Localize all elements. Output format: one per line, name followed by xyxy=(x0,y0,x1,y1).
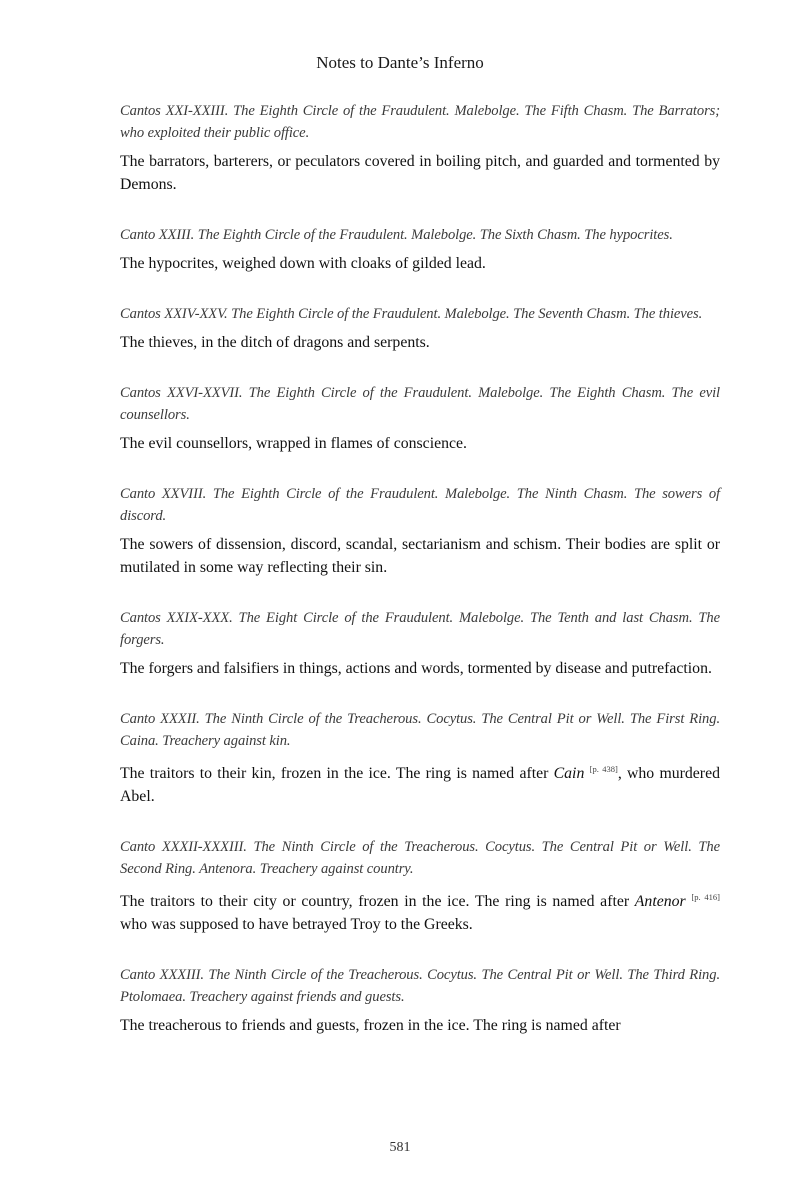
description-text: The traitors to their kin, frozen in the ice. The ring is named after xyxy=(120,765,554,782)
canto-heading: Canto XXVIII. The Eighth Circle of the Fraudulent. Malebolge. The Ninth Chasm. The sowers of discord. xyxy=(120,486,720,524)
note-entry xyxy=(120,964,720,1037)
description-text: , who murdered Abel. xyxy=(120,765,720,805)
canto-description: The treacherous to friends and guests, frozen in the ice. The ring is named after xyxy=(120,1017,621,1034)
note-entry xyxy=(120,607,720,680)
note-entry xyxy=(120,100,720,196)
canto-description: The barrators, barterers, or peculators covered in boiling pitch, and guarded and tormented by Demons. xyxy=(120,153,720,193)
canto-heading: Cantos XXVI-XXVII. The Eighth Circle of the Fraudulent. Malebolge. The Eighth Chasm. The evil counsellors. xyxy=(120,385,720,423)
canto-heading: Canto XXXIII. The Ninth Circle of the Treacherous. Cocytus. The Central Pit or Well. The Third Ring. Ptolomaea. Treachery against friends and guests. xyxy=(120,967,720,1005)
canto-description: The thieves, in the ditch of dragons and serpents. xyxy=(120,334,430,351)
note-entry xyxy=(120,303,720,354)
description-text: who was supposed to have betrayed Troy to the Greeks. xyxy=(120,916,473,933)
note-entry xyxy=(120,836,720,936)
canto-heading: Canto XXXII. The Ninth Circle of the Treacherous. Cocytus. The Central Pit or Well. The First Ring. Caina. Treachery against kin. xyxy=(120,711,720,749)
page-reference[interactable]: [p. 416] xyxy=(691,892,720,902)
note-entry xyxy=(120,708,720,808)
note-entry xyxy=(120,382,720,455)
canto-description: The forgers and falsifiers in things, actions and words, tormented by disease and putrefaction. xyxy=(120,660,712,677)
canto-heading: Cantos XXI-XXIII. The Eighth Circle of the Fraudulent. Malebolge. The Fifth Chasm. The Barrators; who exploited their public office. xyxy=(120,103,720,141)
notes-body xyxy=(120,100,720,1065)
canto-description: The sowers of dissension, discord, scandal, sectarianism and schism. Their bodies are split or mutilated in some way reflecting their sin. xyxy=(120,536,720,576)
note-entry xyxy=(120,224,720,275)
canto-description: The hypocrites, weighed down with cloaks of gilded lead. xyxy=(120,255,486,272)
antenor-link[interactable]: Antenor xyxy=(634,893,686,910)
canto-heading: Cantos XXIX-XXX. The Eight Circle of the Fraudulent. Malebolge. The Tenth and last Chasm. The forgers. xyxy=(120,610,720,648)
canto-heading: Canto XXXII-XXXIII. The Ninth Circle of the Treacherous. Cocytus. The Central Pit or Well. The Second Ring. Antenora. Treachery against country. xyxy=(120,839,720,877)
cain-link[interactable]: Cain xyxy=(553,765,585,782)
canto-description: The evil counsellors, wrapped in flames of conscience. xyxy=(120,435,467,452)
description-text: The traitors to their city or country, frozen in the ice. The ring is named after xyxy=(120,893,635,910)
canto-heading: Canto XXIII. The Eighth Circle of the Fraudulent. Malebolge. The Sixth Chasm. The hypocrites. xyxy=(120,227,673,243)
canto-heading: Cantos XXIV-XXV. The Eighth Circle of the Fraudulent. Malebolge. The Seventh Chasm. The thieves. xyxy=(120,306,703,322)
canto-description xyxy=(120,758,720,808)
page-reference[interactable]: [p. 438] xyxy=(589,764,618,774)
canto-description xyxy=(120,886,720,936)
page-number: 581 xyxy=(389,1140,411,1155)
note-entry xyxy=(120,483,720,579)
running-head: Notes to Dante’s Inferno xyxy=(316,53,484,72)
